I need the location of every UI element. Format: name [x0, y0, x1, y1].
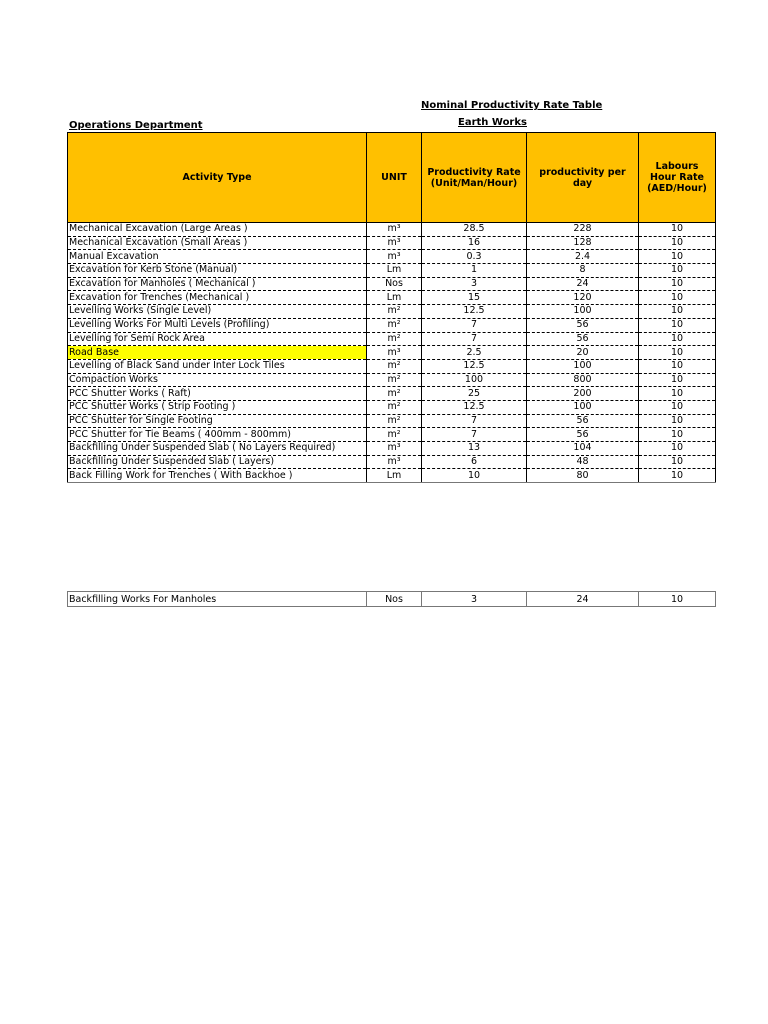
activity-cell: Levelling Works For Multi Levels (Profiling) [68, 318, 367, 332]
per-day-cell: 24 [527, 277, 639, 291]
per-day-cell: 56 [527, 318, 639, 332]
unit-cell: m³ [367, 223, 422, 237]
per-day-cell: 100 [527, 359, 639, 373]
unit-cell: m² [367, 387, 422, 401]
table-row[interactable] [68, 236, 716, 250]
rate-cell: 7 [422, 332, 527, 346]
unit-cell: Lm [367, 469, 422, 483]
per-day-cell: 104 [527, 442, 639, 456]
per-day-cell: 56 [527, 428, 639, 442]
activity-cell: Backfilling Works For Manholes [68, 592, 367, 607]
rate-cell: 2.5 [422, 346, 527, 360]
unit-cell: m² [367, 373, 422, 387]
unit-cell: Lm [367, 291, 422, 305]
activity-cell: Backfilling Under Suspended Slab ( Layers) [68, 455, 367, 469]
activity-cell: Levelling for Semi Rock Area [68, 332, 367, 346]
table-row[interactable] [68, 428, 716, 442]
column-header-activity: Activity Type [68, 133, 367, 223]
rate-cell: 6 [422, 455, 527, 469]
rate-cell: 7 [422, 318, 527, 332]
table-title: Nominal Productivity Rate Table [421, 100, 603, 111]
table-row[interactable] [68, 442, 716, 456]
per-day-cell: 100 [527, 305, 639, 319]
table-row[interactable] [68, 277, 716, 291]
table-row[interactable] [68, 346, 716, 360]
labour-rate-cell: 10 [639, 359, 716, 373]
labour-rate-cell: 10 [639, 305, 716, 319]
activity-cell: Excavation for Manholes ( Mechanical ) [68, 277, 367, 291]
table-row[interactable] [68, 332, 716, 346]
table-row[interactable] [68, 387, 716, 401]
per-day-cell: 2.4 [527, 250, 639, 264]
labour-rate-cell: 10 [639, 414, 716, 428]
unit-cell: m² [367, 428, 422, 442]
activity-cell: PCC Shutter Works ( Raft) [68, 387, 367, 401]
rate-cell: 1 [422, 264, 527, 278]
unit-cell: m² [367, 305, 422, 319]
rate-cell: 13 [422, 442, 527, 456]
rate-cell: 16 [422, 236, 527, 250]
rate-cell: 28.5 [422, 223, 527, 237]
activity-cell: PCC Shutter for Single Footing [68, 414, 367, 428]
rate-cell: 7 [422, 428, 527, 442]
unit-cell: Nos [367, 277, 422, 291]
activity-cell: Levelling of Black Sand under Inter Lock Tiles [68, 359, 367, 373]
extra-row-table [67, 591, 716, 607]
labour-rate-cell: 10 [639, 373, 716, 387]
rate-cell: 3 [422, 592, 527, 607]
table-row[interactable] [68, 318, 716, 332]
labour-rate-cell: 10 [639, 264, 716, 278]
unit-cell: m² [367, 359, 422, 373]
labour-rate-cell: 10 [639, 387, 716, 401]
unit-cell: m³ [367, 250, 422, 264]
per-day-cell: 800 [527, 373, 639, 387]
table-row[interactable] [68, 592, 716, 607]
labour-rate-cell: 10 [639, 428, 716, 442]
labour-rate-cell: 10 [639, 455, 716, 469]
labour-rate-cell: 10 [639, 442, 716, 456]
labour-rate-cell: 10 [639, 592, 716, 607]
labour-rate-cell: 10 [639, 469, 716, 483]
column-header-unit: UNIT [367, 133, 422, 223]
labour-rate-cell: 10 [639, 291, 716, 305]
labour-rate-cell: 10 [639, 332, 716, 346]
unit-cell: m² [367, 400, 422, 414]
table-row[interactable] [68, 359, 716, 373]
per-day-cell: 8 [527, 264, 639, 278]
rate-cell: 15 [422, 291, 527, 305]
per-day-cell: 80 [527, 469, 639, 483]
rate-cell: 12.5 [422, 305, 527, 319]
labour-rate-cell: 10 [639, 236, 716, 250]
per-day-cell: 200 [527, 387, 639, 401]
table-row[interactable] [68, 373, 716, 387]
unit-cell: m³ [367, 346, 422, 360]
activity-cell: Road Base [68, 346, 367, 360]
per-day-cell: 48 [527, 455, 639, 469]
per-day-cell: 128 [527, 236, 639, 250]
labour-rate-cell: 10 [639, 277, 716, 291]
per-day-cell: 120 [527, 291, 639, 305]
table-row[interactable] [68, 250, 716, 264]
unit-cell: m³ [367, 455, 422, 469]
rate-cell: 7 [422, 414, 527, 428]
per-day-cell: 20 [527, 346, 639, 360]
labour-rate-cell: 10 [639, 250, 716, 264]
activity-cell: Levelling Works (Single Level) [68, 305, 367, 319]
unit-cell: m³ [367, 442, 422, 456]
activity-cell: Mechanical Excavation (Large Areas ) [68, 223, 367, 237]
column-header-rate: Productivity Rate (Unit/Man/Hour) [422, 133, 527, 223]
unit-cell: Nos [367, 592, 422, 607]
labour-rate-cell: 10 [639, 318, 716, 332]
department-label: Operations Department [69, 120, 203, 131]
activity-cell: Compaction Works [68, 373, 367, 387]
labour-rate-cell: 10 [639, 400, 716, 414]
table-row[interactable] [68, 400, 716, 414]
activity-cell: Manual Excavation [68, 250, 367, 264]
activity-cell: Mechanical Excavation (Small Areas ) [68, 236, 367, 250]
activity-cell: PCC Shutter Works ( Strip Footing ) [68, 400, 367, 414]
unit-cell: m² [367, 414, 422, 428]
per-day-cell: 24 [527, 592, 639, 607]
table-row[interactable] [68, 291, 716, 305]
table-row[interactable] [68, 305, 716, 319]
table-subtitle: Earth Works [458, 117, 527, 128]
per-day-cell: 56 [527, 414, 639, 428]
table-row[interactable] [68, 469, 716, 483]
rate-cell: 25 [422, 387, 527, 401]
per-day-cell: 100 [527, 400, 639, 414]
unit-cell: m³ [367, 236, 422, 250]
table-row[interactable] [68, 264, 716, 278]
labour-rate-cell: 10 [639, 223, 716, 237]
table-body [68, 223, 716, 483]
unit-cell: m² [367, 332, 422, 346]
rate-cell: 0.3 [422, 250, 527, 264]
activity-cell: PCC Shutter for Tie Beams ( 400mm - 800mm) [68, 428, 367, 442]
unit-cell: m² [367, 318, 422, 332]
rate-cell: 12.5 [422, 359, 527, 373]
activity-cell: Excavation for Trenches (Mechanical ) [68, 291, 367, 305]
productivity-rate-table [67, 132, 716, 483]
table-row[interactable] [68, 455, 716, 469]
rate-cell: 10 [422, 469, 527, 483]
activity-cell: Back Filling Work for Trenches ( With Backhoe ) [68, 469, 367, 483]
unit-cell: Lm [367, 264, 422, 278]
rate-cell: 12.5 [422, 400, 527, 414]
rate-cell: 100 [422, 373, 527, 387]
activity-cell: Excavation for Kerb Stone (Manual) [68, 264, 367, 278]
labour-rate-cell: 10 [639, 346, 716, 360]
per-day-cell: 228 [527, 223, 639, 237]
table-row[interactable] [68, 414, 716, 428]
table-row[interactable] [68, 223, 716, 237]
table-header-row [68, 133, 716, 223]
rate-cell: 3 [422, 277, 527, 291]
column-header-labour-rate: Labours Hour Rate (AED/Hour) [639, 133, 716, 223]
activity-cell: Backfilling Under Suspended Slab ( No Layers Required) [68, 442, 367, 456]
per-day-cell: 56 [527, 332, 639, 346]
column-header-per-day: productivity per day [527, 133, 639, 223]
